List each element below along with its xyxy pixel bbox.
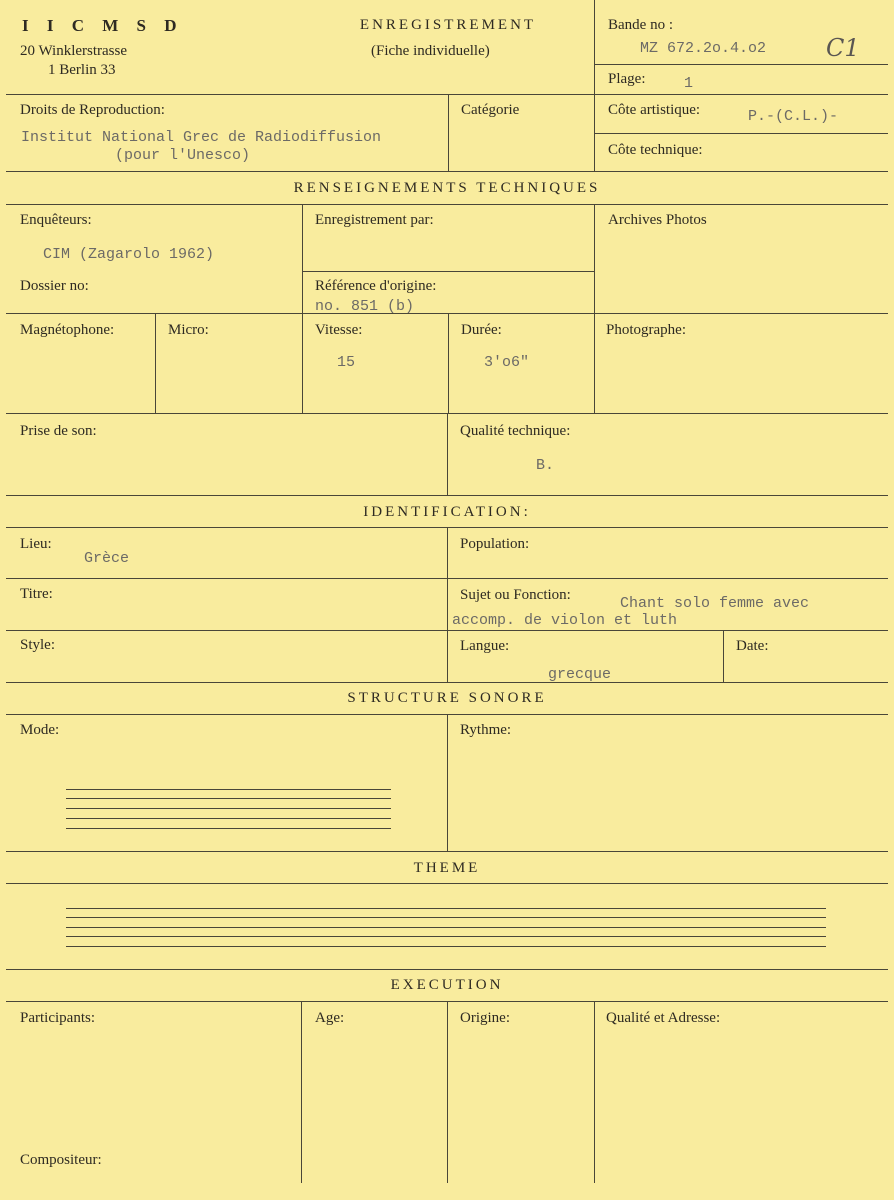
qualite-adresse-label: Qualité et Adresse: [606,1010,721,1026]
divider-langue-date [723,630,724,682]
divider-titre-bottom [6,630,888,631]
duree-value: 3'o6" [484,354,530,371]
photographe-label: Photographe: [606,322,686,338]
titre-label: Titre: [20,586,53,602]
divider-tech-bottom [6,495,888,496]
divider-participants-age [301,1001,302,1183]
divider-categorie-left [448,94,449,172]
reference-value: no. 851 (b) [315,298,415,315]
divider-struct-bottom [6,851,888,852]
form-title: ENREGISTREMENT [359,17,537,33]
theme-section-title: THEME [413,860,481,876]
divider-mode-rythme [447,714,448,852]
micro-label: Micro: [168,322,209,338]
divider-archives-left [594,204,595,314]
magnetophone-label: Magnétophone: [20,322,115,338]
address-line1: 20 Winklerstrasse [20,43,128,59]
sujet-value-line1: Chant solo femme avec [620,595,810,612]
style-label: Style: [20,637,56,653]
categorie-label: Catégorie [461,102,520,118]
technical-section-title: RENSEIGNEMENTS TECHNIQUES [293,180,601,196]
divider-tech-title-bottom [6,204,888,205]
participants-label: Participants: [20,1010,95,1026]
compositeur-label: Compositeur: [20,1152,102,1168]
rights-label: Droits de Reproduction: [20,102,165,118]
divider-ident-mid [447,527,448,682]
form-subtitle: (Fiche individuelle) [371,43,490,59]
divider-tech-row1-bottom [6,313,888,314]
bande-value: MZ 672.2o.4.o2 [640,40,767,57]
divider-header-right [594,0,595,95]
divider-micro-vitesse [302,313,303,414]
date-label: Date: [736,638,769,654]
archives-photos-label: Archives Photos [608,212,707,228]
origine-label: Origine: [460,1010,510,1026]
divider-vitesse-duree [448,313,449,414]
handwritten-mark: C1 [826,34,860,62]
bande-label: Bande no : [608,17,673,33]
rights-value-line1: Institut National Grec de Radiodiffusion [21,129,382,146]
execution-section-title: EXECUTION [390,977,504,993]
langue-label: Langue: [460,638,510,654]
duree-label: Durée: [461,322,502,338]
mode-label: Mode: [20,722,60,738]
age-label: Age: [315,1010,345,1026]
vitesse-value: 15 [337,354,356,371]
cote-artistique-label: Côte artistique: [608,102,701,118]
org-logo: I I C M S D [22,16,184,35]
population-label: Population: [460,536,530,552]
langue-value: grecque [548,666,612,683]
divider-theme-title-bottom [6,883,888,884]
sujet-value-line2: accomp. de violon et luth [452,612,678,629]
qualite-technique-value: B. [536,457,555,474]
lieu-label: Lieu: [20,536,52,552]
address-line2: 1 Berlin 33 [48,62,116,78]
plage-value: 1 [684,75,694,92]
divider-theme-bottom [6,969,888,970]
rythme-label: Rythme: [460,722,512,738]
divider-origine-qualite [594,1001,595,1183]
divider-cote [594,133,888,134]
cote-artistique-value: P.-(C.L.)- [748,108,839,125]
structure-section-title: STRUCTURE SONORE [347,690,547,706]
divider-enquete-mid [302,204,303,314]
qualite-technique-label: Qualité technique: [460,423,571,439]
enqueteurs-value: CIM (Zagarolo 1962) [43,246,215,263]
divider-ident-bottom [6,682,888,683]
rights-value-line2: (pour l'Unesco) [115,147,251,164]
lieu-value: Grèce [84,550,130,567]
divider-magneto-micro [155,313,156,414]
vitesse-label: Vitesse: [315,322,363,338]
prise-de-son-label: Prise de son: [20,423,97,439]
divider-lieu-bottom [6,578,888,579]
enregistrement-par-label: Enregistrement par: [315,212,434,228]
divider-bande-plage [594,64,888,65]
divider-enregistrement-ref [302,271,594,272]
divider-prise-qualite [447,413,448,496]
cote-technique-label: Côte technique: [608,142,703,158]
divider-duree-photo [594,313,595,414]
enqueteurs-label: Enquêteurs: [20,212,92,228]
sujet-label: Sujet ou Fonction: [460,587,571,603]
reference-label: Référence d'origine: [315,278,437,294]
identification-section-title: IDENTIFICATION: [363,504,531,520]
divider-header-bottom [6,94,888,95]
dossier-label: Dossier no: [20,278,89,294]
plage-label: Plage: [608,71,646,87]
divider-rights-bottom [6,171,888,172]
divider-age-origine [447,1001,448,1183]
